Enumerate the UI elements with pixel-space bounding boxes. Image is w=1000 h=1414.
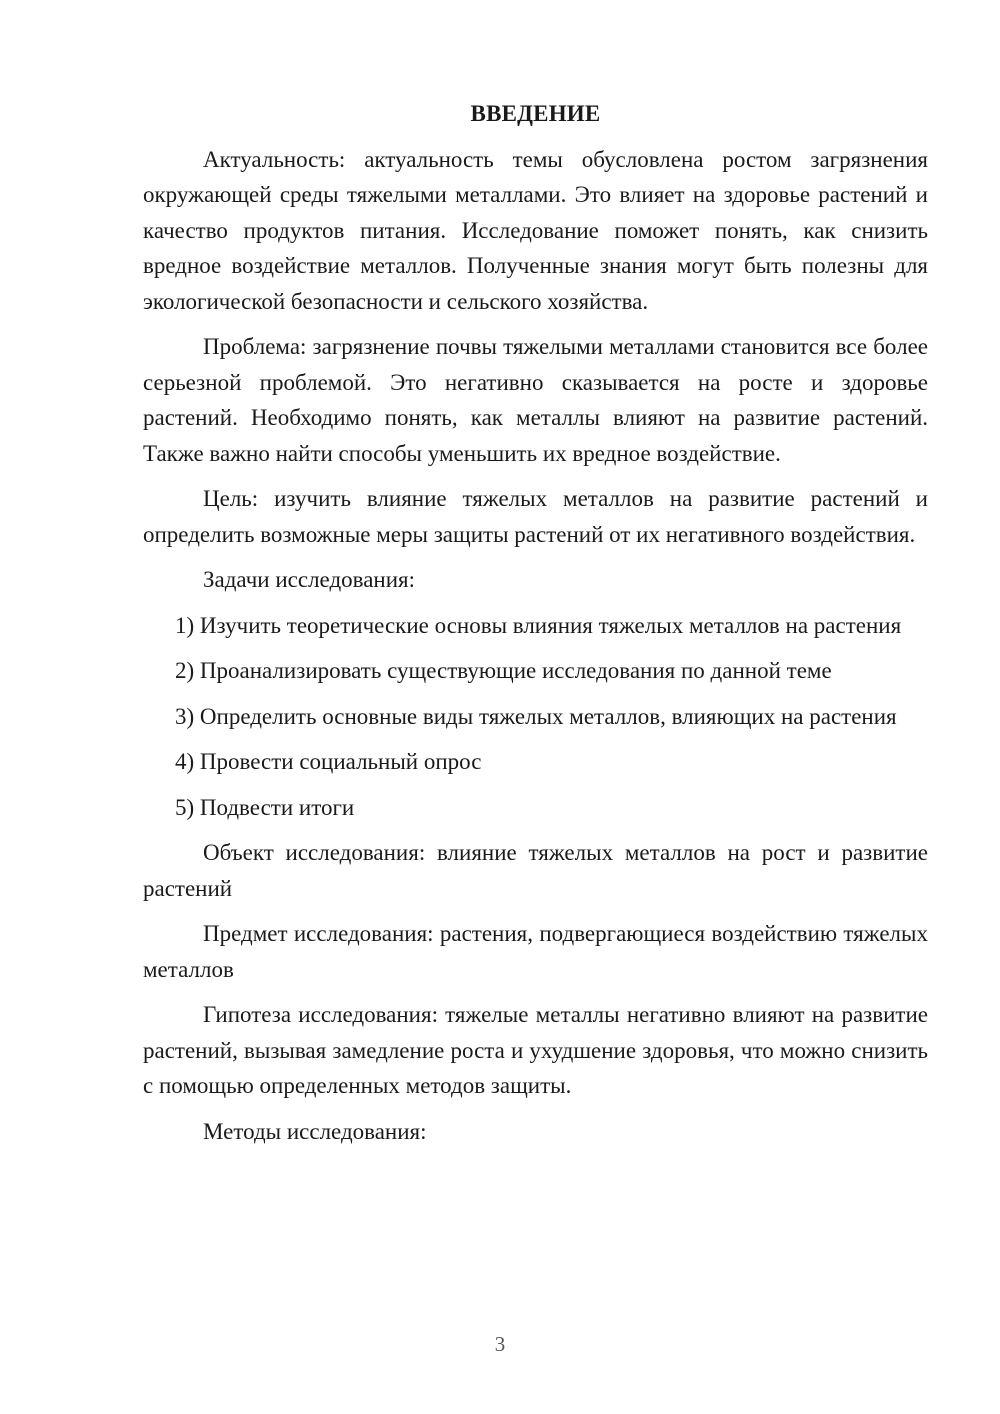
- hypothesis-paragraph: Гипотеза исследования: тяжелые металлы негативно влияют на развитие растений, вызывая замедление роста и ухудшение здоровья, что можно снизить с помощью определенных методов защиты.: [143, 1002, 928, 1098]
- task-item-4: 4) Провести социальный опрос: [175, 749, 482, 774]
- task-item-5: 5) Подвести итоги: [175, 794, 355, 820]
- goal-paragraph: Цель: изучить влияние тяжелых металлов на развитие растений и определить возможные меры защиты растений от их негативного воздействия.: [143, 486, 928, 547]
- relevance-paragraph: Актуальность: актуальность темы обусловлена ростом загрязнения окружающей среды тяжелыми металлами. Это влияет на здоровье растений и качество продуктов питания. Исследование поможет понять, как снизить вредное воздействие металлов. Полученные знания могут быть полезны для экологической безопасности и сельского хозяйства.: [143, 146, 928, 314]
- tasks-heading: Задачи исследования:: [203, 567, 416, 592]
- document-page: [143, 96, 928, 1159]
- object-paragraph: Объект исследования: влияние тяжелых металлов на рост и развитие растений: [143, 840, 928, 901]
- page-title: ВВЕДЕНИЕ: [470, 101, 601, 126]
- task-item-2: 2) Проанализировать существующие исследования по данной теме: [175, 658, 832, 683]
- task-item-1: 1) Изучить теоретические основы влияния тяжелых металлов на растения: [175, 612, 902, 638]
- page-number: 3: [494, 1332, 506, 1356]
- methods-heading: Методы исследования:: [203, 1118, 427, 1144]
- problem-paragraph: Проблема: загрязнение почвы тяжелыми металлами становится все более серьезной проблемой. Это негативно сказывается на росте и здоровье растений. Необходимо понять, как металлы влияют на развитие растений. Также важно найти способы уменьшить их вредное воздействие.: [143, 334, 928, 466]
- task-item-3: 3) Определить основные виды тяжелых металлов, влияющих на растения: [175, 703, 897, 729]
- subject-paragraph: Предмет исследования: растения, подвергающиеся воздействию тяжелых металлов: [143, 921, 928, 982]
